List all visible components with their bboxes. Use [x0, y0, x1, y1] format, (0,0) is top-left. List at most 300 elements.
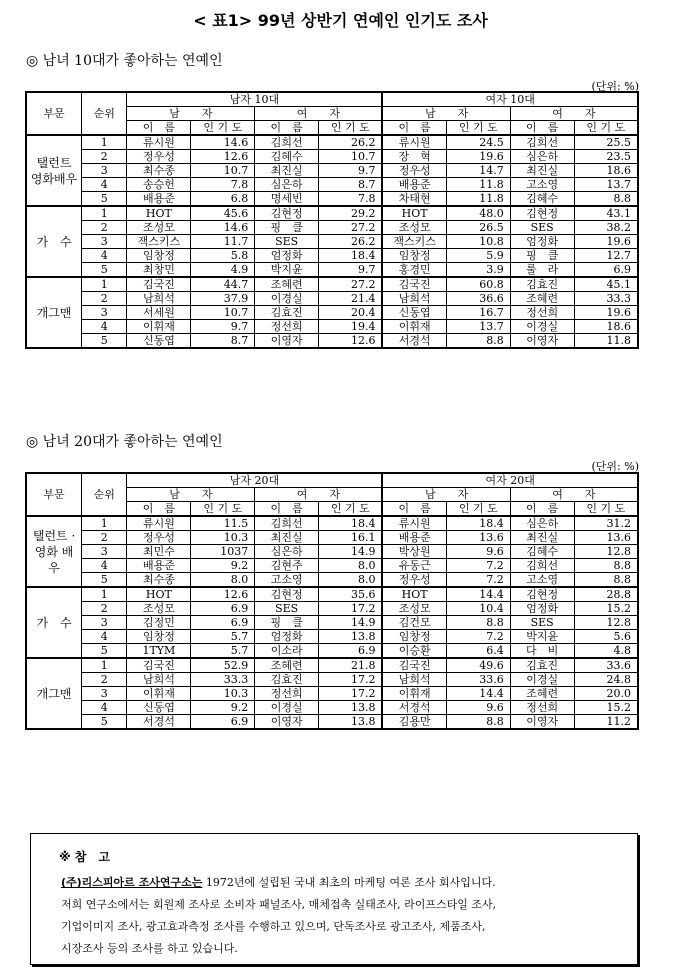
male-pick-female-value: 29.2	[319, 206, 383, 221]
category-label: 가 수	[26, 206, 82, 277]
male-pick-male-name: 조성모	[127, 221, 191, 235]
male-pick-male-value: 6.9	[191, 602, 255, 616]
female-pick-male-value: 13.6	[446, 531, 510, 545]
male-pick-female-value: 19.4	[319, 320, 383, 334]
female-pick-male-value: 33.6	[446, 673, 510, 687]
male-pick-male-name: 최창민	[127, 263, 191, 278]
female-pick-male-name: HOT	[382, 206, 446, 221]
male-pick-male-value: 37.9	[191, 292, 255, 306]
table-row	[26, 644, 638, 659]
female-pick-female-name: 정선희	[510, 306, 574, 320]
male-pick-male-value: 12.6	[191, 150, 255, 164]
male-pick-male-value: 14.6	[191, 221, 255, 235]
table-row	[26, 206, 638, 221]
table-row	[26, 320, 638, 334]
female-pick-female-value: 13.7	[574, 178, 638, 192]
table-row	[26, 306, 638, 320]
male-pick-female-value: 18.4	[319, 516, 383, 531]
table-row	[26, 630, 638, 644]
female-pick-female-name: 김희선	[510, 559, 574, 573]
male-pick-female-name: 심은하	[255, 178, 319, 192]
male-pick-female-value: 14.9	[319, 616, 383, 630]
document-title: < 표1> 99년 상반기 연예인 인기도 조사	[193, 11, 488, 30]
male-pick-male-value: 45.6	[191, 206, 255, 221]
note-body	[61, 872, 631, 960]
male-pick-female-value: 21.4	[319, 292, 383, 306]
male-pick-male-value: 9.7	[191, 320, 255, 334]
male-pick-male-name: 최민수	[127, 545, 191, 559]
male-pick-female-value: 17.2	[319, 673, 383, 687]
male-pick-male-value: 6.9	[191, 616, 255, 630]
male-pick-female-value: 13.8	[319, 715, 383, 730]
female-pick-male-value: 6.4	[446, 644, 510, 659]
male-pick-female-name: 이경실	[255, 701, 319, 715]
male-pick-female-name: 이영자	[255, 334, 319, 349]
table-row	[26, 135, 638, 150]
male-pick-female-name: 엄정화	[255, 630, 319, 644]
table-row	[26, 701, 638, 715]
male-pick-male-name: 이휘재	[127, 687, 191, 701]
female-pick-female-value: 23.5	[574, 150, 638, 164]
female-pick-female-value: 45.1	[574, 277, 638, 292]
header-male-group: 남자 20대	[127, 473, 383, 488]
header-female-respondent-female: 여 자	[510, 107, 638, 121]
female-pick-male-value: 13.7	[446, 320, 510, 334]
male-pick-male-value: 11.7	[191, 235, 255, 249]
male-pick-male-name: 류시원	[127, 516, 191, 531]
note-line-3: 기업이미지 조사, 광고효과측정 조사를 수행하고 있으며, 단독조사로 광고조사, 제품조사,	[61, 920, 486, 933]
table-row	[26, 531, 638, 545]
female-pick-female-name: 김현정	[510, 587, 574, 602]
category-label: 탤런트 ·영화 배우	[26, 516, 82, 587]
male-pick-male-value: 52.9	[191, 658, 255, 673]
male-pick-male-name: 서경석	[127, 715, 191, 730]
female-pick-male-value: 60.8	[446, 277, 510, 292]
table-row	[26, 616, 638, 630]
male-pick-female-value: 9.7	[319, 263, 383, 278]
female-pick-female-value: 8.8	[574, 573, 638, 588]
female-pick-male-name: 김국진	[382, 658, 446, 673]
female-pick-female-value: 15.2	[574, 602, 638, 616]
male-pick-female-value: 17.2	[319, 687, 383, 701]
male-pick-male-name: 1TYM	[127, 644, 191, 659]
header-row-groups	[26, 92, 638, 107]
table-row	[26, 559, 638, 573]
male-pick-male-value: 6.9	[191, 715, 255, 730]
female-pick-male-name: 장 혁	[382, 150, 446, 164]
female-pick-female-name: 고소영	[510, 178, 574, 192]
male-pick-male-name: 남희석	[127, 673, 191, 687]
female-pick-female-value: 18.6	[574, 320, 638, 334]
female-pick-female-value: 31.2	[574, 516, 638, 531]
male-pick-female-name: SES	[255, 602, 319, 616]
female-pick-male-name: 정우성	[382, 573, 446, 588]
male-pick-female-value: 17.2	[319, 602, 383, 616]
rank-cell: 2	[82, 221, 127, 235]
category-label: 개그맨	[26, 658, 82, 729]
female-pick-male-name: 배용준	[382, 178, 446, 192]
header-female-group: 여자 10대	[382, 92, 638, 107]
header-name: 이 름	[510, 502, 574, 517]
male-pick-female-value: 20.4	[319, 306, 383, 320]
female-pick-male-name: 서경석	[382, 701, 446, 715]
header-name: 이 름	[510, 121, 574, 136]
female-pick-female-value: 12.7	[574, 249, 638, 263]
header-category: 부문	[26, 92, 82, 135]
male-pick-female-name: 정선희	[255, 320, 319, 334]
female-pick-female-name: 김효진	[510, 658, 574, 673]
male-pick-male-value: 5.7	[191, 644, 255, 659]
female-pick-male-name: 신동엽	[382, 306, 446, 320]
male-pick-female-value: 16.1	[319, 531, 383, 545]
male-pick-female-value: 8.0	[319, 559, 383, 573]
male-pick-female-name: 심은하	[255, 545, 319, 559]
header-male-respondent-male: 남 자	[127, 488, 255, 502]
male-pick-female-value: 21.8	[319, 658, 383, 673]
note-line-1: 1972년에 설립된 국내 최초의 마케팅 여론 조사 회사입니다.	[202, 876, 496, 889]
male-pick-female-value: 18.4	[319, 249, 383, 263]
rank-cell: 5	[82, 644, 127, 659]
female-pick-female-name: 박지윤	[510, 630, 574, 644]
male-pick-male-name: 남희석	[127, 292, 191, 306]
header-rank: 순위	[82, 92, 127, 135]
table-row	[26, 178, 638, 192]
table-row	[26, 164, 638, 178]
male-pick-male-name: 류시원	[127, 135, 191, 150]
header-name: 이 름	[255, 121, 319, 136]
table-row	[26, 150, 638, 164]
table-row	[26, 658, 638, 673]
male-pick-male-value: 8.0	[191, 573, 255, 588]
table-row	[26, 715, 638, 730]
male-pick-female-name: 조혜련	[255, 277, 319, 292]
female-pick-female-value: 25.5	[574, 135, 638, 150]
table-row	[26, 545, 638, 559]
header-name: 이 름	[127, 121, 191, 136]
male-pick-male-value: 14.6	[191, 135, 255, 150]
male-pick-male-value: 5.7	[191, 630, 255, 644]
female-pick-male-name: 서경석	[382, 334, 446, 349]
note-title: ※ 참 고	[59, 850, 111, 864]
female-pick-female-name: 김효진	[510, 277, 574, 292]
male-pick-male-name: 임창정	[127, 630, 191, 644]
female-pick-male-value: 5.9	[446, 249, 510, 263]
section-heading-twenties: ◎ 남녀 20대가 좋아하는 연예인	[26, 434, 223, 450]
male-pick-male-value: 7.8	[191, 178, 255, 192]
male-pick-female-name: 최진실	[255, 164, 319, 178]
male-pick-male-value: 5.8	[191, 249, 255, 263]
female-pick-male-name: 남희석	[382, 673, 446, 687]
male-pick-female-value: 12.6	[319, 334, 383, 349]
header-female-respondent-male: 남 자	[382, 488, 510, 502]
female-pick-female-value: 4.8	[574, 644, 638, 659]
header-category: 부문	[26, 473, 82, 516]
female-pick-male-value: 14.7	[446, 164, 510, 178]
male-pick-male-value: 9.2	[191, 559, 255, 573]
female-pick-male-name: 남희석	[382, 292, 446, 306]
reference-note-box	[30, 833, 638, 965]
rank-cell: 4	[82, 320, 127, 334]
male-pick-female-name: 김희선	[255, 135, 319, 150]
male-pick-female-value: 26.2	[319, 135, 383, 150]
female-pick-male-value: 7.2	[446, 630, 510, 644]
female-pick-female-name: 엄정화	[510, 602, 574, 616]
female-pick-female-name: SES	[510, 221, 574, 235]
rank-cell: 3	[82, 687, 127, 701]
female-pick-male-value: 7.2	[446, 559, 510, 573]
female-pick-male-value: 36.6	[446, 292, 510, 306]
male-pick-female-value: 13.8	[319, 630, 383, 644]
male-pick-female-name: 이경실	[255, 292, 319, 306]
female-pick-female-name: 김희선	[510, 135, 574, 150]
table-row	[26, 235, 638, 249]
table-row	[26, 221, 638, 235]
male-pick-male-value: 9.2	[191, 701, 255, 715]
header-popularity: 인 기 도	[191, 502, 255, 517]
table-row	[26, 249, 638, 263]
male-pick-female-name: 박지윤	[255, 263, 319, 278]
male-pick-female-value: 26.2	[319, 235, 383, 249]
male-pick-male-value: 10.3	[191, 687, 255, 701]
male-pick-male-name: 배용준	[127, 192, 191, 207]
female-pick-female-value: 12.8	[574, 545, 638, 559]
female-pick-male-value: 3.9	[446, 263, 510, 278]
header-male-respondent-male: 남 자	[127, 107, 255, 121]
female-pick-male-name: 홍경민	[382, 263, 446, 278]
female-pick-female-name: 김혜수	[510, 192, 574, 207]
table-row	[26, 292, 638, 306]
female-pick-male-name: 이휘재	[382, 320, 446, 334]
female-pick-female-name: 최진실	[510, 531, 574, 545]
header-popularity: 인 기 도	[446, 502, 510, 517]
rank-cell: 5	[82, 334, 127, 349]
category-label: 탤런트 영화배우	[26, 135, 82, 206]
header-name: 이 름	[382, 502, 446, 517]
rank-cell: 2	[82, 602, 127, 616]
male-pick-male-name: 배용준	[127, 559, 191, 573]
unit-label-teens: (단위: %)	[591, 80, 639, 93]
male-pick-female-name: 이영자	[255, 715, 319, 730]
male-pick-male-value: 33.3	[191, 673, 255, 687]
female-pick-female-value: 5.6	[574, 630, 638, 644]
rank-cell: 1	[82, 206, 127, 221]
male-pick-male-name: 최수종	[127, 164, 191, 178]
rank-cell: 3	[82, 235, 127, 249]
female-pick-female-name: 룰 라	[510, 263, 574, 278]
rank-cell: 5	[82, 715, 127, 730]
male-pick-female-name: 김혜수	[255, 150, 319, 164]
female-pick-male-name: 조성모	[382, 221, 446, 235]
header-female-respondent-female: 여 자	[510, 488, 638, 502]
male-pick-female-value: 13.8	[319, 701, 383, 715]
female-pick-female-name: 이경실	[510, 673, 574, 687]
header-name: 이 름	[127, 502, 191, 517]
male-pick-female-value: 8.0	[319, 573, 383, 588]
twenties-popularity-table	[25, 472, 639, 730]
female-pick-male-name: 김용만	[382, 715, 446, 730]
header-popularity: 인 기 도	[446, 121, 510, 136]
header-popularity: 인 기 도	[319, 502, 383, 517]
male-pick-female-name: 김현주	[255, 559, 319, 573]
female-pick-male-name: 류시원	[382, 135, 446, 150]
male-pick-female-value: 7.8	[319, 192, 383, 207]
male-pick-female-name: 최진실	[255, 531, 319, 545]
female-pick-female-name: 엄정화	[510, 235, 574, 249]
male-pick-female-value: 6.9	[319, 644, 383, 659]
male-pick-female-name: 엄정화	[255, 249, 319, 263]
table-row	[26, 673, 638, 687]
table-row	[26, 192, 638, 207]
female-pick-female-name: 고소영	[510, 573, 574, 588]
female-pick-female-value: 33.3	[574, 292, 638, 306]
male-pick-male-value: 6.8	[191, 192, 255, 207]
male-pick-female-value: 27.2	[319, 221, 383, 235]
rank-cell: 3	[82, 164, 127, 178]
female-pick-male-name: 임창정	[382, 249, 446, 263]
male-pick-female-name: SES	[255, 235, 319, 249]
male-pick-male-value: 10.3	[191, 531, 255, 545]
male-pick-female-name: 고소영	[255, 573, 319, 588]
header-female-respondent-male: 남 자	[382, 107, 510, 121]
female-pick-male-value: 16.7	[446, 306, 510, 320]
male-pick-female-value: 10.7	[319, 150, 383, 164]
female-pick-male-name: 류시원	[382, 516, 446, 531]
female-pick-female-value: 8.8	[574, 559, 638, 573]
male-pick-male-value: 11.5	[191, 516, 255, 531]
header-rank: 순위	[82, 473, 127, 516]
rank-cell: 2	[82, 673, 127, 687]
rank-cell: 1	[82, 135, 127, 150]
female-pick-male-name: HOT	[382, 587, 446, 602]
male-pick-male-name: 조성모	[127, 602, 191, 616]
table-row	[26, 687, 638, 701]
category-label: 개그맨	[26, 277, 82, 348]
female-pick-male-value: 48.0	[446, 206, 510, 221]
rank-cell: 3	[82, 616, 127, 630]
table-row	[26, 587, 638, 602]
female-pick-female-value: 38.2	[574, 221, 638, 235]
female-pick-female-name: 심은하	[510, 516, 574, 531]
table-row	[26, 602, 638, 616]
rank-cell: 2	[82, 150, 127, 164]
female-pick-female-name: SES	[510, 616, 574, 630]
female-pick-male-value: 10.8	[446, 235, 510, 249]
female-pick-male-value: 49.6	[446, 658, 510, 673]
female-pick-male-value: 18.4	[446, 516, 510, 531]
female-pick-male-name: 배용준	[382, 531, 446, 545]
category-label: 가 수	[26, 587, 82, 658]
female-pick-male-name: 이승환	[382, 644, 446, 659]
table-row	[26, 334, 638, 349]
female-pick-male-value: 14.4	[446, 687, 510, 701]
male-pick-female-name: 김현정	[255, 587, 319, 602]
female-pick-female-name: 조혜련	[510, 687, 574, 701]
male-pick-male-name: 임창정	[127, 249, 191, 263]
teens-popularity-table	[25, 91, 639, 349]
female-pick-male-value: 8.8	[446, 715, 510, 730]
female-pick-male-name: 차태현	[382, 192, 446, 207]
rank-cell: 2	[82, 292, 127, 306]
female-pick-male-name: 김국진	[382, 277, 446, 292]
female-pick-male-value: 9.6	[446, 701, 510, 715]
section-heading-teens: ◎ 남녀 10대가 좋아하는 연예인	[26, 53, 223, 69]
female-pick-female-value: 13.6	[574, 531, 638, 545]
male-pick-male-value: 10.7	[191, 306, 255, 320]
male-pick-female-name: 조혜련	[255, 658, 319, 673]
female-pick-female-name: 이영자	[510, 715, 574, 730]
table-row	[26, 277, 638, 292]
female-pick-female-value: 33.6	[574, 658, 638, 673]
male-pick-female-value: 14.9	[319, 545, 383, 559]
header-popularity: 인 기 도	[319, 121, 383, 136]
male-pick-female-name: 핑 클	[255, 616, 319, 630]
header-male-group: 남자 10대	[127, 92, 383, 107]
female-pick-female-name: 이영자	[510, 334, 574, 349]
female-pick-male-name: 박상원	[382, 545, 446, 559]
female-pick-male-value: 8.8	[446, 616, 510, 630]
note-line-2: 저희 연구소에서는 회원제 조사로 소비자 패널조사, 매체접촉 실태조사, 라이프스타일 조사,	[61, 898, 497, 911]
rank-cell: 4	[82, 630, 127, 644]
male-pick-male-name: HOT	[127, 206, 191, 221]
rank-cell: 1	[82, 658, 127, 673]
male-pick-male-name: 잭스키스	[127, 235, 191, 249]
female-pick-female-value: 19.6	[574, 235, 638, 249]
male-pick-male-value: 10.7	[191, 164, 255, 178]
female-pick-male-name: 임창정	[382, 630, 446, 644]
male-pick-male-value: 8.7	[191, 334, 255, 349]
male-pick-female-name: 이소라	[255, 644, 319, 659]
header-popularity: 인 기 도	[574, 121, 638, 136]
female-pick-female-value: 8.8	[574, 192, 638, 207]
rank-cell: 5	[82, 573, 127, 588]
header-female-group: 여자 20대	[382, 473, 638, 488]
male-pick-female-name: 정선희	[255, 687, 319, 701]
female-pick-female-value: 20.0	[574, 687, 638, 701]
male-pick-female-name: 김희선	[255, 516, 319, 531]
rank-cell: 4	[82, 178, 127, 192]
female-pick-male-name: 정우성	[382, 164, 446, 178]
female-pick-male-value: 8.8	[446, 334, 510, 349]
male-pick-female-name: 김효진	[255, 306, 319, 320]
male-pick-male-name: HOT	[127, 587, 191, 602]
table-row	[26, 516, 638, 531]
female-pick-male-value: 9.6	[446, 545, 510, 559]
female-pick-female-name: 이경실	[510, 320, 574, 334]
header-row-groups	[26, 473, 638, 488]
female-pick-male-name: 이휘재	[382, 687, 446, 701]
rank-cell: 1	[82, 277, 127, 292]
header-popularity: 인 기 도	[191, 121, 255, 136]
female-pick-female-value: 6.9	[574, 263, 638, 278]
female-pick-female-name: 심은하	[510, 150, 574, 164]
male-pick-male-value: 4.9	[191, 263, 255, 278]
female-pick-male-name: 잭스키스	[382, 235, 446, 249]
male-pick-female-name: 김효진	[255, 673, 319, 687]
header-name: 이 름	[382, 121, 446, 136]
header-name: 이 름	[255, 502, 319, 517]
table-row	[26, 573, 638, 588]
female-pick-female-value: 19.6	[574, 306, 638, 320]
male-pick-female-name: 김현정	[255, 206, 319, 221]
female-pick-male-value: 26.5	[446, 221, 510, 235]
female-pick-female-value: 43.1	[574, 206, 638, 221]
male-pick-female-value: 8.7	[319, 178, 383, 192]
header-male-respondent-female: 여 자	[255, 488, 383, 502]
rank-cell: 1	[82, 516, 127, 531]
female-pick-female-value: 15.2	[574, 701, 638, 715]
male-pick-male-name: 김국진	[127, 658, 191, 673]
male-pick-female-value: 9.7	[319, 164, 383, 178]
